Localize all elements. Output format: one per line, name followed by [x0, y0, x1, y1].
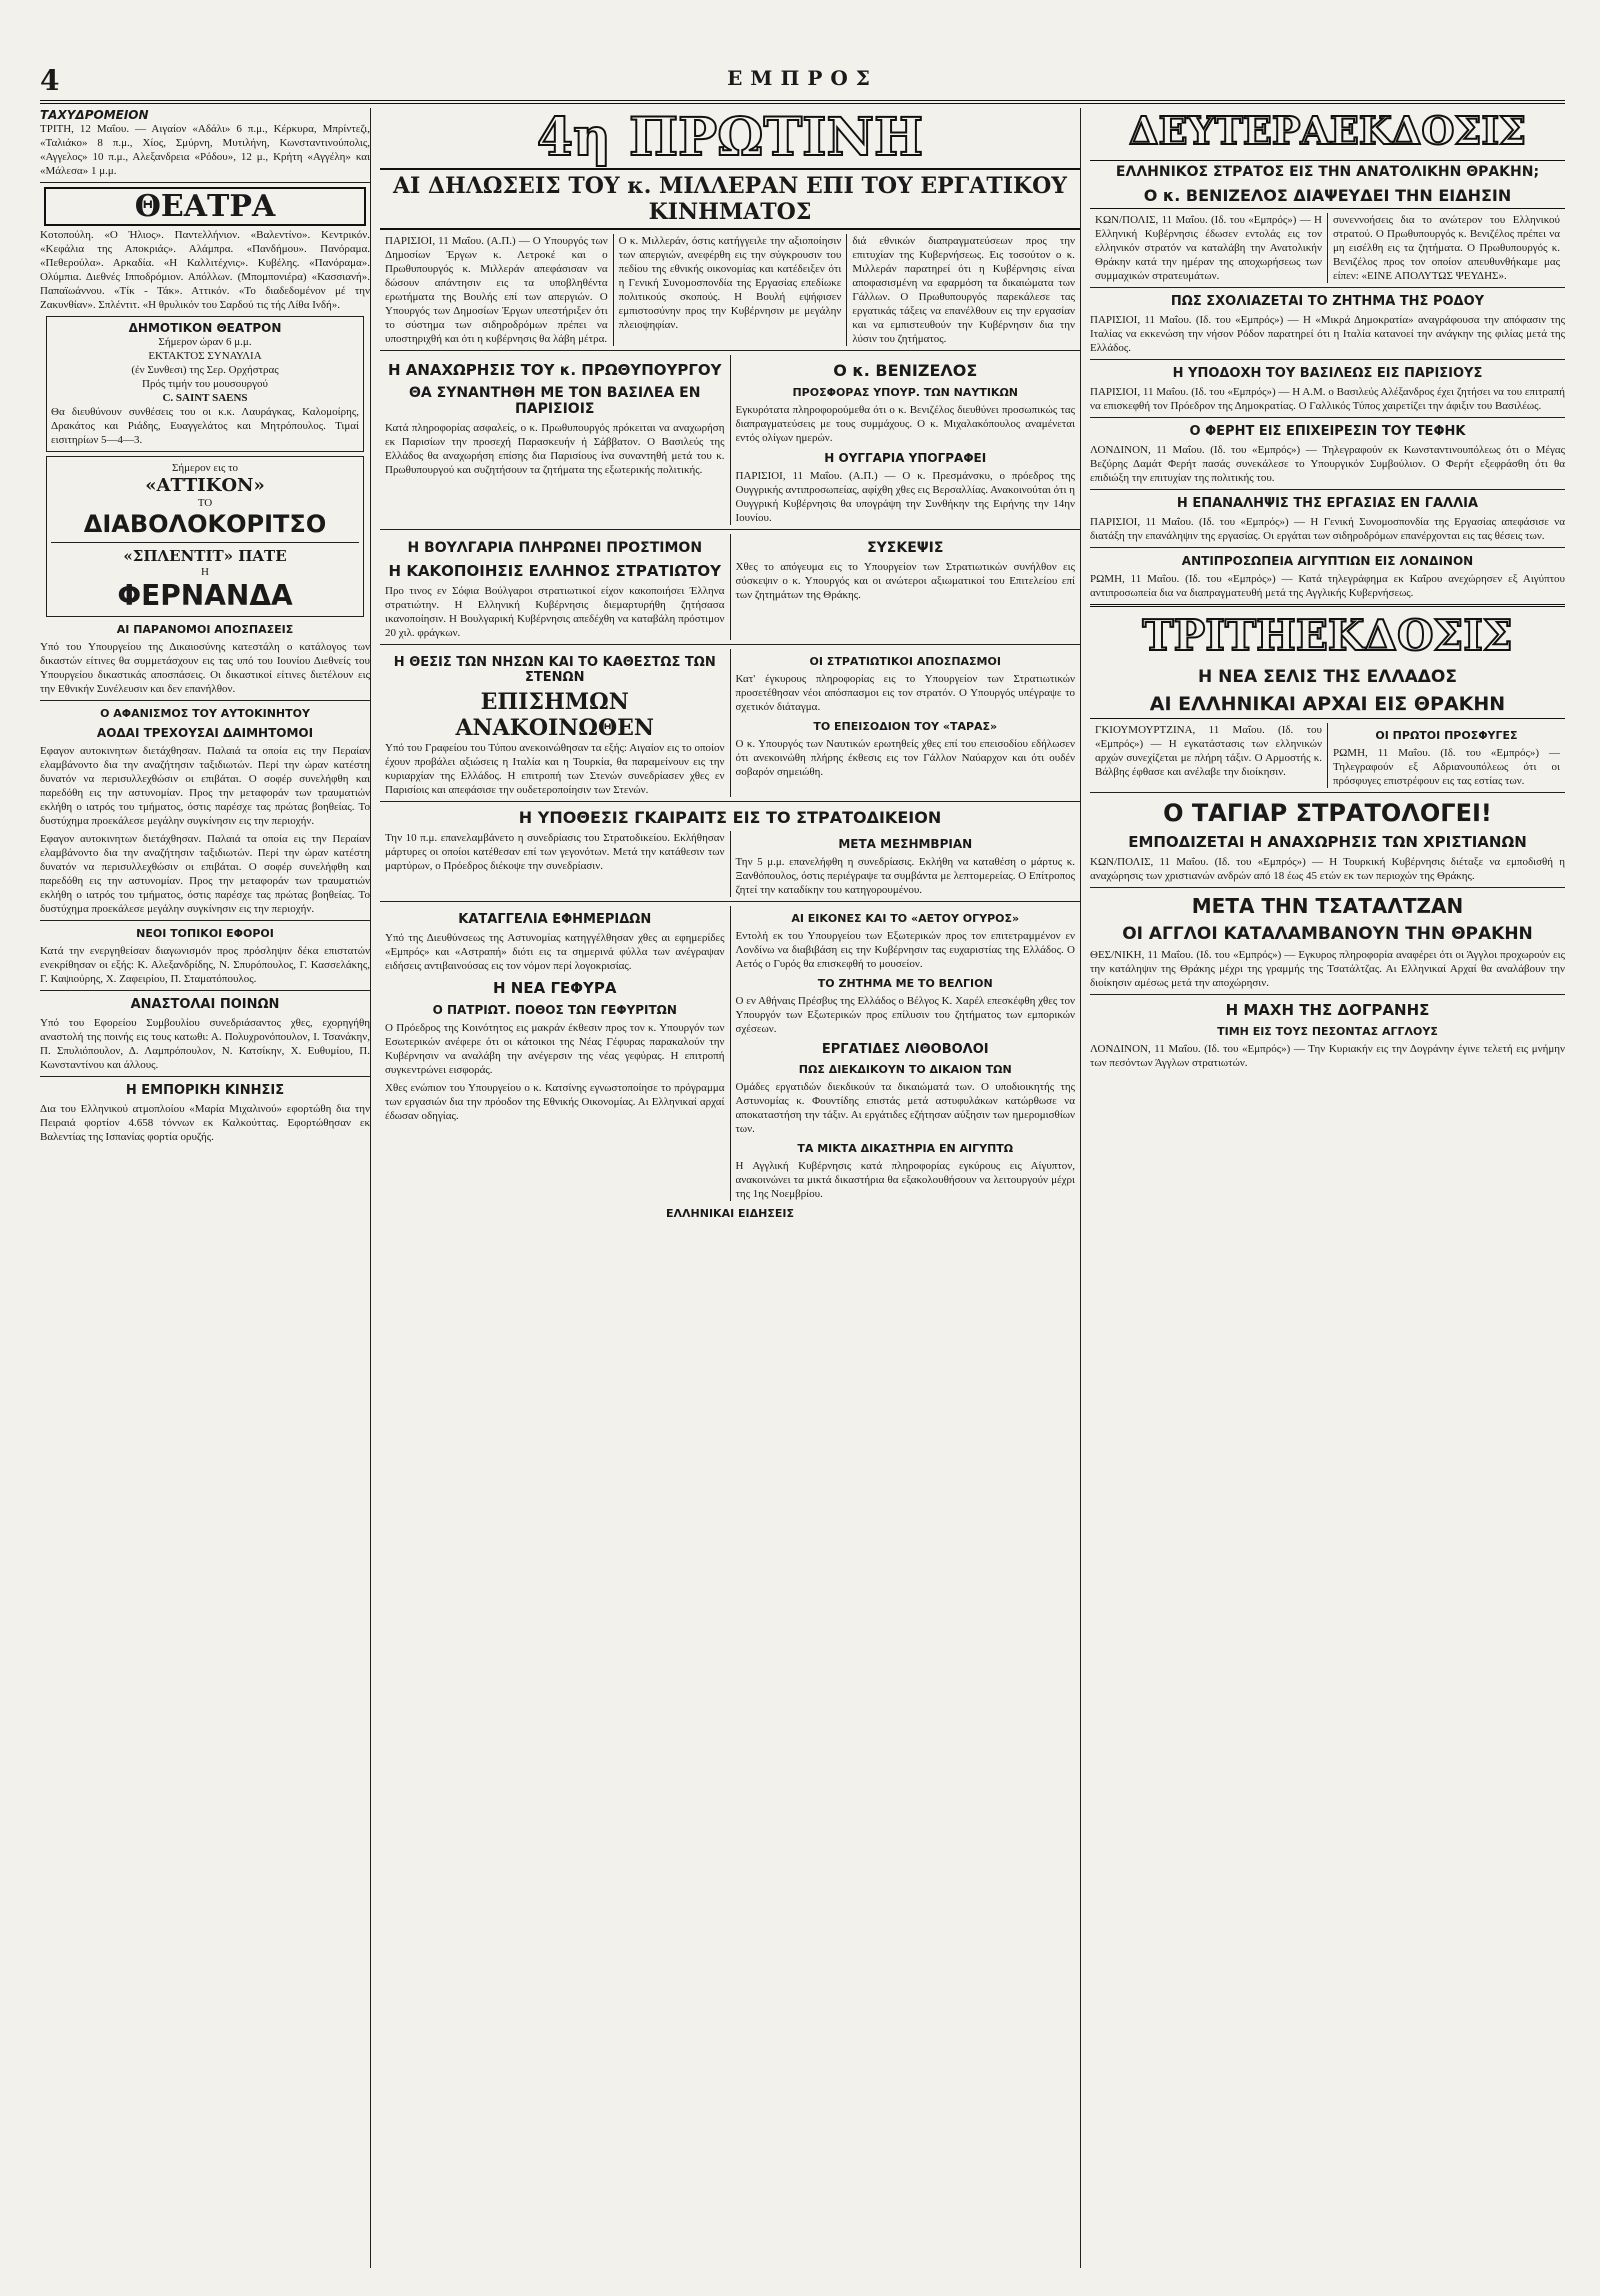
newspaper-page [40, 60, 1565, 2275]
workers-text: Ομάδες εργατιδών διεκδικούν τα δικαιώματά των. Ο υποδιοικητής της Αστυνομίας κ. Φουντίδης επιστάς μετά αστυφυλάκων κατώρθωσε να αποκαταστήση την τάξιν. Αι εργάτιδες εζήτησαν αύξησιν των ημερομισθίων των. [735, 1081, 1075, 1135]
venizelos-subheading: ΠΡΟΣΦΟΡΑΣ ΥΠΟΥΡ. ΤΩΝ ΝΑΥΤΙΚΩΝ [792, 386, 1019, 399]
greywolf-heading: Η ΥΠΟΘΕΣΙΣ ΓΚΑΙΡΑΙΤΣ ΕΙΣ ΤΟ ΣΤΡΑΤΟΔΙΚΕΙΟΝ [518, 808, 942, 827]
tagiar-heading: Ο ΤΑΓΙΑΡ ΣΤΡΑΤΟΛΟΓΕΙ! [1163, 799, 1492, 827]
meetings-heading: ΣΥΣΚΕΨΙΣ [867, 540, 944, 556]
italy-heading: Η ΕΠΑΝΑΛΗΨΙΣ ΤΗΣ ΕΡΓΑΣΙΑΣ ΕΝ ΓΑΛΛΙΑ [1176, 496, 1479, 511]
dismiss-heading: ΑΙ ΠΑΡΑΝΟΜΟΙ ΑΠΟΣΠΑΣΕΙΣ [116, 623, 294, 636]
municipal-line: C. SAINT SAENS [162, 392, 248, 404]
premier-text: Κατά πληροφορίας ασφαλείς, ο κ. Πρωθυπουργός πρόκειται να αναχωρήση εκ Παρισίων την προσεχή Παρασκευήν ή Σάββατον. Ο Βασιλεύς της Ελλάδος θα αναχωρήση επίσης δια Παρισίους ίνα συναντηθή μετά του κ. Πρωθυπουργού και συζητήσουν τα ζητήματα της εξωτερικής πολιτικής. [385, 422, 725, 476]
refugees-text: ΡΩΜΗ, 11 Μαΐου. (Ιδ. του «Εμπρός») — Τηλεγραφούν εξ Αδριανουπόλεως ότι οι πρόσφυγες επιστρέφουν εις τας εστίας των. [1333, 747, 1560, 787]
workers-heading: ΕΡΓΑΤΙΔΕΣ ΛΙΘΟΒΟΛΟΙ [821, 1042, 989, 1057]
theatre-heading: ΘΕΑΤΡΑ [44, 187, 366, 226]
edition-heading: 4η ΠΡΩΤΙΝΗ [536, 108, 924, 168]
lawyers-text: Εντολή εκ του Υπουργείου των Εξωτερικών προς τον επιτετραμμένον εν Λονδίνω να διαβιβάση εις την Κυβέρνησιν τας ευχαριστίας της Ελλάδος. Ο Αετός ο Γυρός θα επισκεφθή το μουσείον. [735, 930, 1075, 970]
autobus-subheading: ΑΟΔΑΙ ΤΡΕΧΟΥΣΑΙ ΔΑΙΜΗΤΟΜΟΙ [96, 726, 314, 740]
film-title-2: ΦΕΡΝΑΝΔΑ [117, 579, 293, 612]
rhodes-heading: ΠΩΣ ΣΧΟΛΙΑΖΕΤΑΙ ΤΟ ΖΗΤΗΜΑ ΤΗΣ ΡΟΔΟΥ [1170, 294, 1485, 309]
punishments-heading: ΑΝΑΣΤΟΛΑΙ ΠΟΙΝΩΝ [130, 997, 280, 1012]
gefyra-text: Ο Πρόεδρος της Κοινότητος εις μακράν έκθεσιν προς τον κ. Υπουργόν των Εσωτερικών ανέφερε ότι οι κάτοικοι της Νέας Γέφυρας παρακαλούν την Κυβέρνησιν να αναλάβη την ανέγερσιν της νέας γεφύρας. Η επιτροπή συγκεντρώνει εισφοράς. [385, 1022, 725, 1076]
ferit-text: ΛΟΝΔΙΝΟΝ, 11 Μαΐου. (Ιδ. του «Εμπρός») — Τηλεγραφούν εκ Κωνσταντινουπόλεως ότι ο Μέγας Βεζύρης Δαμάτ Φερήτ πασάς συνεκάλεσε το Υπουργικόν Συμβούλιον. Ο Φερήτ εξεφράσθη ότι θα επιδιώξη την επιτυχίαν της πολιτικής του. [1090, 444, 1565, 484]
cinema-article: ΤΟ [197, 497, 213, 509]
gefyra-heading: Η ΝΕΑ ΓΕΦΥΡΑ [493, 979, 617, 997]
millerand-text-c: διά εθνικών διαπραγματεύσεων προς την επιτυχίαν της Κυβερνήσεως. Εις τοσούτον ο κ. Μιλλεράν παρατηρεί ότι η Κυβέρνησις είναι αποφασισμένη να εφαρμόση τα δικαιώματα των Γάλλων. Ο Πρωθυπουργός παρεκάλεσε τας εργατικάς τάξεις να επανέλθουν εις την εργασίαν και να εμπιστευθούν την Κυβέρνησιν δια την λύσιν του ζητήματος. [846, 234, 1080, 346]
cinema-advert [46, 456, 364, 617]
italy-text: ΠΑΡΙΣΙΟΙ, 11 Μαΐου. (Ιδ. του «Εμπρός») — Η Γενική Συνομοσπονδία της Εργασίας απεφάσισε να διατάξη την επανάληψιν της εργασίας. Οι εργάται των σιδηροδρόμων επανέρχονται εις τας θέσεις των. [1090, 516, 1565, 542]
military-heading: Η ΒΟΥΛΓΑΡΙΑ ΠΛΗΡΩΝΕΙ ΠΡΟΣΤΙΜΟΝ [407, 540, 703, 556]
newspaper-title: ΕΜΠΡΟΣ [727, 66, 878, 90]
municipal-line: ΕΚΤΑΚΤΟΣ ΣΥΝΑΥΛΙΑ [148, 350, 262, 362]
municipal-line: (ἐν Συνθεσι) της Σερ. Ορχήστρας [131, 364, 279, 376]
ships-heading: ΤΟ ΕΠΕΙΣΟΔΙΟΝ ΤΟΥ «ΤΑΡΑΣ» [813, 720, 998, 733]
main-headline: ΑΙ ΔΗΛΩΣΕΙΣ ΤΟΥ κ. ΜΙΛΛΕΡΑΝ ΕΠΙ ΤΟΥ ΕΡΓΑΤΙΚΟΥ ΚΙΝΗΜΑΤΟΣ [380, 168, 1080, 230]
commerce-text: Δια του Ελληνικού ατμοπλοίου «Μαρία Μιχαλινού» εφορτώθη δια την Πειραιά φορτίον 4.658 τόννων εκ Καλκούττας. Εφορτώθησαν εκ Βαλεντίας της Ισπανίας φορτία ορυζής. [40, 1103, 370, 1143]
anatoli-heading: ΤΟ ΖΗΤΗΜΑ ΜΕ ΤΟ ΒΕΛΓΙΟΝ [817, 977, 993, 990]
page-number: 4 [40, 64, 60, 97]
military-text: Προ τινος εν Σόφια Βούλγαροι στρατιωτικοί είχον κακοποιήσει Έλληνα στρατιώτην. Η Ελληνική Κυβέρνησις διεμαρτυρήθη ζητήσασα ικανοποίησιν. Η Βουλγαρική Κυβέρνησις απεδέχθη να καταβάλη πρόστιμον 20 χιλ. φράγκων. [385, 585, 725, 639]
officers-text: Κατ' έγκυρους πληροφορίας εις το Υπουργείον των Στρατιωτικών προσετέθησαν νέοι απόσπασμοι εις τον στρατόν. Ο Υπουργός υπέγραψε το σχετικόν διάταγμα. [735, 673, 1075, 713]
denies-heading: Ο κ. ΒΕΝΙΖΕΛΟΣ ΔΙΑΨΕΥΔΕΙ ΤΗΝ ΕΙΔΗΣΙΝ [1090, 186, 1565, 209]
policies-text: Κατά την ενεργηθείσαν διαγωνισμόν προς πρόσληψιν δέκα επιστατών ενεκρίθησαν οι εξής: Κ. Αλεξανδρίδης, Ν. Σπυρόπουλος, Γ. Κασσελάκης, Γ. Καψιούρης, Χ. Ζαφειρίου, Π. Σταματόπουλος. [40, 945, 370, 985]
cinema-intro: Σήμερον εις το [172, 462, 238, 474]
thrace-text-b: συνεννοήσεις δια το ανώτερον του Ελληνικού στρατού. Ο Πρωθυπουργός κ. Βενιζέλος πρέπει να μη εισέλθη εις τα ζητήματα. Ο Πρωθυπουργός κ. Βενιζέλος προς τον οποίον απευθυνθήκαμε μας είπεν: «ΕΙΝΕ ΑΠΟΛΥΤΩΣ ΨΕΥΔΗΣ». [1327, 213, 1565, 283]
oggaria-text: ΠΑΡΙΣΙΟΙ, 11 Μαΐου. (Α.Π.) — Ο κ. Πρεσμάνσκυ, ο πρόεδρος της Ουγγρικής αντιπροσωπείας, αφίχθη χθες εις Βερσαλλίας. Ανακοινούται ότι η Ουγγρική Κυβέρνησις θα υπογράψη την Συνθήκην της Ειρήνης την 14ην Ιουνίου. [735, 470, 1075, 524]
punishments-text: Υπό του Εφορείου Συμβουλίου συνεδριάσαντος χθες, εχορηγήθη αναστολή της ποινής εις τους κατωθι: Α. Πολυχρονόπουλον, Ι. Τσανάκην, Π. Σπυλιόπουλον, Δ. Λαμπρόπουλον, Ν. Κατσίκην, Χ. Ευθυμίου, Π. Κωνσταντίνου και άλλους. [40, 1017, 370, 1071]
mixed-courts-text: Η Αγγλική Κυβέρνησις κατά πληροφορίας εγκύρους εις Αίγυπτον, ανακοινώνει τα μικτά δικαστήρια θα εξακολουθήσουν να λειτουργούν μέχρι της 1ης Νοεμβρίου. [735, 1160, 1075, 1200]
commerce-heading: Η ΕΜΠΟΡΙΚΗ ΚΙΝΗΣΙΣ [125, 1083, 285, 1098]
autobus-text: Εφαγον αυτοκινητων διετάχθησαν. Παλαιά τα οποία εις την Περαίαν ελαμβάνοντο δια την αναζήτησιν ταξιδιωτών. Περί την ώραν κατέστη δυνατόν να περισυλλεχθώσιν οι επιβάται. Ο σοφέρ συνελήφθη και παρεδόθη εις την αστυνομίαν. Προς την μεταφοράν των τραυματιών εκλήθη ο ιατρός του τμήματος, όστις παρέσχε τας πρώτας βοηθείας. Το δυστύχημα προεκάλεσε μεγάλην συγκίνησιν εις την περιοχήν. [40, 745, 370, 827]
dismiss-text: Υπό του Υπουργείου της Δικαιοσύνης κατεστάλη ο κατάλογος των δικαστών είτινες θα συμμετάσχουν εις τας υπό του Ιουνίου Διεθνείς του Υπουργείου δικαστικάς αποσπάσεις. Οι δικαστικοί είτινες διετέλουν εις την Εθνικήν Συνέλευσιν και δεν επανήλθον. [40, 641, 370, 695]
autobus-text: Εφαγον αυτοκινητων διετάχθησαν. Παλαιά τα οποία εις την Περαίαν ελαμβάνοντο δια την αναζήτησιν ταξιδιωτών. Περί την ώραν κατέστη δυνατόν να περισυλλεχθώσιν οι επιβάται. Ο σοφέρ συνελήφθη και παρεδόθη εις την αστυνομίαν. Προς την μεταφοράν των τραυματιών εκλήθη ο ιατρός του τμήματος, όστις παρέσχε τας πρώτας βοηθείας. Το δυστύχημα προεκάλεσε μεγάλην συγκίνησιν εις την περιοχήν. [40, 833, 370, 915]
greywolf-after-heading: ΜΕΤΑ ΜΕΣΗΜΒΡΙΑΝ [838, 837, 973, 851]
ships-text: Ο κ. Υπουργός των Ναυτικών ερωτηθείς χθες επί του επεισοδίου εδήλωσεν ότι ανεκοινώθη πλήρης έκθεσις εις τον Γάλλον Ναύαρχον και ότι ουδέν σοβαρόν σημειώθη. [735, 738, 1075, 778]
official-heading: ΕΠΙΣΗΜΩΝ ΑΝΑΚΟΙΝΩΘΕΝ [455, 689, 655, 741]
lawyers-heading: ΑΙ ΕΙΚΟΝΕΣ ΚΑΙ ΤΟ «ΑΕΤΟΥ ΟΓΥΡΟΣ» [791, 912, 1020, 925]
greek-news-heading: ΕΛΛΗΝΙΚΑΙ ΕΙΔΗΣΕΙΣ [666, 1207, 794, 1220]
masthead [40, 60, 1565, 104]
municipal-line: Σήμερον ώραν 6 μ.μ. [158, 336, 252, 348]
meetings-text: Χθες το απόγευμα εις το Υπουργείον των Στρατιωτικών συνήλθον εις σύσκεψιν ο κ. Υπουργός και οι ανώτεροι αξιωματικοί του Επιτελείου επί των ζητημάτων της Θράκης. [735, 561, 1075, 601]
officers-heading: ΟΙ ΣΤΡΑΤΙΩΤΙΚΟΙ ΑΠΟΣΠΑΣΜΟΙ [809, 655, 1001, 668]
second-edition-heading: ΔΕΥΤΕΡΑΕΚΔΟΣΙΣ [1129, 108, 1526, 153]
theatre-text: Κοτοπούλη. «Ο Ήλιος». Παντελλήνιον. «Βαλεντίνο». Κεντρικόν. «Κεφάλια της Αποκριάς». Αλάμπρα. «Πανδήμου». Πανόραμα. «Πεθερούλα». Αρκαδία. «Η Καλλιτέχνις». Κυβέλης. «Πανόραμα». Ολύμπια. Διεθνές Ιπποδρόμιον. Απόλλων. (Μπομπονιέρα) «Κασσιανή». Παπαϊωάννου. «Τίκ - Τάκ». Αττικόν. «Το διαδεδομένον μέ την Ζακυνθίαν». Σπλέντιτ. «Η θρυλικόν του Σαρδού τις τής Λίθα Ινδή». [40, 229, 370, 311]
gefyra-subheading: Ο ΠΑΤΡΙΩΤ. ΠΟΘΟΣ ΤΩΝ ΓΕΦΥΡΙΤΩΝ [432, 1003, 677, 1017]
workers-subheading: ΠΩΣ ΔΙΕΚΔΙΚΟΥΝ ΤΟ ΔΙΚΑΙΟΝ ΤΩΝ [798, 1063, 1012, 1076]
third-edition-heading: ΤΡΙΤΗΕΚΔΟΣΙΣ [1142, 611, 1513, 660]
telegraph-heading: ΤΑΧΥΔΡΟΜΕΙΟΝ [40, 108, 149, 122]
municipal-heading: ΔΗΜΟΤΙΚΟΝ ΘΕΑΤΡΟΝ [128, 321, 282, 335]
tagiar-subheading: ΕΜΠΟΔΙΖΕΤΑΙ Η ΑΝΑΧΩΡΗΣΙΣ ΤΩΝ ΧΡΙΣΤΙΑΝΩΝ [1128, 833, 1527, 851]
premier-heading: Η ΑΝΑΧΩΡΗΣΙΣ ΤΟΥ κ. ΠΡΩΘΥΠΟΥΡΓΟΥ [387, 361, 722, 379]
press-heading: ΚΑΤΑΓΓΕΛΙΑ ΕΦΗΜΕΡΙΔΩΝ [458, 912, 652, 927]
press-text: Υπό της Διευθύνσεως της Αστυνομίας κατηγγέλθησαν χθες αι εφημερίδες «Εμπρός» και «Αστραπή» διότι εις τα σημερινά φύλλα των ανέγραψαν ειδήσεις αντιβαινούσας εις τον νόμον περί λογοκρισίας. [385, 932, 725, 972]
battle-heading: Η ΜΑΧΗ ΤΗΣ ΔΟΓΡΑΝΗΣ [1225, 1001, 1430, 1019]
mixed-courts-heading: ΤΑ ΜΙΚΤΑ ΔΙΚΑΣΤΗΡΙΑ ΕΝ ΑΙΓΥΠΤΩ [797, 1142, 1014, 1155]
battle-text: ΛΟΝΔΙΝΟΝ, 11 Μαΐου. (Ιδ. του «Εμπρός») — Την Κυριακήν εις την Δογράνην έγινε τελετή εις μνήμην των πεσόντων Άγγλων στρατιωτών. [1090, 1043, 1565, 1069]
greek-authorities-heading: ΑΙ ΕΛΛΗΝΙΚΑΙ ΑΡΧΑΙ ΕΙΣ ΘΡΑΚΗΝ [1090, 693, 1565, 719]
column-right [1090, 108, 1565, 2268]
cinema-name: «ΑΤΤΙΚΟΝ» [145, 475, 265, 496]
official-text: Υπό του Γραφείου του Τύπου ανεκοινώθησαν τα εξής: Αιγαίον εις το οποίον έχουν προβάλει αξιώσεις η Ιταλία και η Τουρκία, θα παραμείνουν εις την κυριαρχίαν της Ελλάδος. Η επιτροπή των Στενών συνεδρίασεν χθες εν Παρισίοις και απεφάσισε την ουδετεροποίησιν των Στενών. [385, 742, 725, 796]
film-title: ΔΙΑΒΟΛΟΚΟΡΙΤΣΟ [83, 510, 327, 538]
venizelos-heading: Ο κ. ΒΕΝΙΖΕΛΟΣ [833, 361, 978, 380]
tagiar-text: ΚΩΝ/ΠΟΛΙΣ, 11 Μαΐου. (Ιδ. του «Εμπρός») — Η Τουρκική Κυβέρνησις διέταξε να εμποδισθή η αναχώρησις των χριστιανών ανδρών από 18 έως 45 ετών εκ των περιοχών της Θράκης. [1090, 856, 1565, 882]
municipal-text: Θα διευθύνουν συνθέσεις του οι κ.κ. Λαυράγκας, Καλομοίρης, Δρακάτος και Ριάδης, Ευαγγελάτος και Μητρόπουλος. Τιμαί εισιτηρίων 5—4—3. [51, 406, 359, 446]
premier-subheading: ΘΑ ΣΥΝΑΝΤΗΘΗ ΜΕ ΤΟΝ ΒΑΣΙΛΕΑ ΕΝ ΠΑΡΙΣΙΟΙΣ [409, 385, 701, 417]
after-text: ΘΕΣ/ΝΙΚΗ, 11 Μαΐου. (Ιδ. του «Εμπρός») — Εγκυρος πληροφορία αναφέρει ότι οι Άγγλοι προχωρούν εις την κατάληψιν της Θράκης μέχρι της γραμμής της Τσατάλτζας. Αι Ελληνικαί Αρχαί θα αναλάβουν την διοίκησιν αμέσως μετά την αποχώρησιν. [1090, 949, 1565, 989]
battle-subheading: ΤΙΜΗ ΕΙΣ ΤΟΥΣ ΠΕΣΟΝΤΑΣ ΑΓΓΛΟΥΣ [1217, 1025, 1438, 1038]
greek-authorities-text: ΓΚΙΟΥΜΟΥΡΤΖΙΝΑ, 11 Μαΐου. (Ιδ. του «Εμπρός») — Η εγκατάστασις των ελληνικών αρχών συνεχίζεται με πλήρη τάξιν. Ο Αρμοστής κ. Βάλβης έφθασε και ανέλαβε την διοίκησιν. [1095, 724, 1322, 778]
thrace-text-a: ΚΩΝ/ΠΟΛΙΣ, 11 Μαΐου. (Ιδ. του «Εμπρός») — Η Ελληνική Κυβέρνησις έδωσεν εντολάς εις τον ελληνικόν στρατόν να καταλάβη την Ανατολικήν Θράκην κατά την ημέραν της αποχωρήσεως των συμμαχικών στρατευμάτων. [1095, 214, 1322, 282]
thrace-heading: ΕΛΛΗΝΙΚΟΣ ΣΤΡΑΤΟΣ ΕΙΣ ΤΗΝ ΑΝΑΤΟΛΙΚΗΝ ΘΡΑΚΗΝ; [1090, 160, 1565, 180]
greywolf-text: Την 10 π.μ. επανελαμβάνετο η συνεδρίασις του Στρατοδικείου. Εκλήθησαν μάρτυρες οι οποίοι κατέθεσαν επί των γεγονότων. Μετά την κατάθεσιν των μαρτύρων, ο Πρόεδρος διέκοψε την συνεδρίασιν. [385, 832, 725, 872]
policies-heading: ΝΕΟΙ ΤΟΠΙΚΟΙ ΕΦΟΡΟΙ [136, 927, 274, 940]
egypt-text: ΡΩΜΗ, 11 Μαΐου. (Ιδ. του «Εμπρός») — Κατά τηλεγράφημα εκ Καΐρου ανεχώρησεν εξ Αιγύπτου αντιπροσωπεία δια να διαπραγματευθή μετά της Αγγλικής Κυβερνήσεως. [1090, 573, 1565, 599]
column-center [380, 108, 1081, 2268]
new-page-heading: Η ΝΕΑ ΣΕΛΙΣ ΤΗΣ ΕΛΛΑΔΟΣ [1198, 667, 1457, 687]
after-heading: ΜΕΤΑ ΤΗΝ ΤΣΑΤΑΛΤΖΑΝ [1191, 894, 1464, 918]
refugees-heading: ΟΙ ΠΡΩΤΟΙ ΠΡΟΣΦΥΓΕΣ [1375, 729, 1518, 742]
ferit-heading: Ο ΦΕΡΗΤ ΕΙΣ ΕΠΙΧΕΙΡΕΣΙΝ ΤΟΥ ΤΕΦΗΚ [1189, 424, 1466, 439]
cinema-name-2: «ΣΠΛΕΝΤΙΤ» ΠΑΤΕ [123, 547, 287, 565]
millerand-text-b: Ο κ. Μιλλεράν, όστις κατήγγειλε την αξιοποίησιν των απεργιών, ανεφέρθη εις την σύγκρουσιν του πεδίου της εθνικής οικονομίας και κατέδειξεν ότι η Γενική Συνομοσπονδία της Εργασίας επεδίωκε πολιτικούς σκοπούς. Η Βουλή εψήφισεν εμπιστοσύνην προς την Κυβέρνησιν με μεγάλην πλειοψηφίαν. [613, 234, 847, 346]
greywolf-text-2: Την 5 μ.μ. επανελήφθη η συνεδρίασις. Εκλήθη να καταθέση ο μάρτυς κ. Ξανθόπουλος, όστις περιέγραψε τα συμβάντα με λεπτομερείας. Ο Επίτροπος ζητεί την καταδίκην του κατηγορουμένου. [735, 856, 1075, 896]
millerand-text-a: ΠΑΡΙΣΙΟΙ, 11 Μαΐου. (Α.Π.) — Ο Υπουργός των Δημοσίων Έργων κ. Λετροκέ και ο Πρωθυπουργός κ. Μιλλεράν απεφάσισαν να δώσουν απάντησιν εις τα υποβληθέντα ερωτήματα της Βουλής επί των απεργιών. Ο Υπουργός των Δημοσίων Έργων υπεστήριξεν ότι το σύστημα των σιδηροδρόμων πρέπει να υποστηριχθή και ότι η κυβέρνησις θα λάβη μέτρα. [385, 235, 608, 345]
rhodes-text: ΠΑΡΙΣΙΟΙ, 11 Μαΐου. (Ιδ. του «Εμπρός») — Η «Μικρά Δημοκρατία» αναγράφουσα την απόφασιν της Ιταλίας να εκκενώση την νήσον Ρόδον παρατηρεί ότι η Ιταλία κατανοεί την ανάγκην της φιλίας μετά της Ελλάδος. [1090, 314, 1565, 354]
greek-news-text: Χθες ενώπιον του Υπουργείου ο κ. Κατσίνης εγνωστοποίησε το πρόγραμμα των εργασιών δια την πρόοδον της Εθνικής Οικονομίας. Αι Ελληνικαί αρχαί έδωσαν οδηγίας. [385, 1082, 725, 1122]
telegraph-text: ΤΡΙΤΗ, 12 Μαΐου. — Αιγαίον «Αδάλι» 6 π.μ., Κέρκυρα, Μπρίντεζι, «Ταλιάκο» 8 π.μ., Χίος, Σμύρνη, Μυτιλήνη, Κωνσταντινούπολις, «Αγγελος» 10 π.μ., Αλεξανδρεια «Ρόδου», 12 μ., Κρήτη «Αγγέλη» και «Μάλεσα» 1 μ.μ. [40, 123, 370, 177]
anatoli-text: Ο εν Αθήναις Πρέσβυς της Ελλάδος ο Βέλγος Κ. Χαρέλ επεσκέφθη χθες τον Υπουργόν των Εξωτερικών προς επίλυσιν του ζητήματος των εμπορικών σχέσεων. [735, 995, 1075, 1035]
column-left [40, 108, 371, 2268]
cinema-article-2: Η [201, 566, 209, 578]
king-text: ΠΑΡΙΣΙΟΙ, 11 Μαΐου. (Ιδ. του «Εμπρός») — Η Α.Μ. ο Βασιλεύς Αλέξανδρος έχει ζητήσει να του επιτραπή να επισκεφθή τον Πρόεδρον της Δημοκρατίας. Ο Γαλλικός Τύπος χαιρετίζει την άφιξιν του Βασιλέως. [1090, 386, 1565, 412]
municipal-theatre-box [46, 316, 364, 452]
oggaria-heading: Η ΟΥΓΓΑΡΙΑ ΥΠΟΓΡΑΦΕΙ [824, 451, 987, 465]
venizelos-text: Εγκυρότατα πληροφορούμεθα ότι ο κ. Βενιζέλος διευθύνει προσωπικώς τας διαπραγματεύσεις με τους συμμάχους. Ο κ. Μιχαλακόπουλος αναμένεται εντός ολίγων ημερών. [735, 404, 1075, 444]
islands-heading: Η ΘΕΣΙΣ ΤΩΝ ΝΗΣΩΝ ΚΑΙ ΤΟ ΚΑΘΕΣΤΩΣ ΤΩΝ ΣΤΕΝΩΝ [393, 655, 716, 685]
municipal-line: Πρός τιμήν του μουσουργού [142, 378, 268, 390]
king-heading: Η ΥΠΟΔΟΧΗ ΤΟΥ ΒΑΣΙΛΕΩΣ ΕΙΣ ΠΑΡΙΣΙΟΥΣ [1172, 366, 1483, 381]
after-subheading: ΟΙ ΑΓΓΛΟΙ ΚΑΤΑΛΑΜΒΑΝΟΥΝ ΤΗΝ ΘΡΑΚΗΝ [1122, 924, 1533, 944]
military-subheading: Η ΚΑΚΟΠΟΙΗΣΙΣ ΕΛΛΗΝΟΣ ΣΤΡΑΤΙΩΤΟΥ [388, 562, 721, 580]
egypt-heading: ΑΝΤΙΠΡΟΣΩΠΕΙΑ ΑΙΓΥΠΤΙΩΝ ΕΙΣ ΛΟΝΔΙΝΟΝ [1181, 554, 1474, 568]
autobus-heading: Ο ΑΦΑΝΙΣΜΟΣ ΤΟΥ ΑΥΤΟΚΙΝΗΤΟΥ [100, 707, 310, 720]
